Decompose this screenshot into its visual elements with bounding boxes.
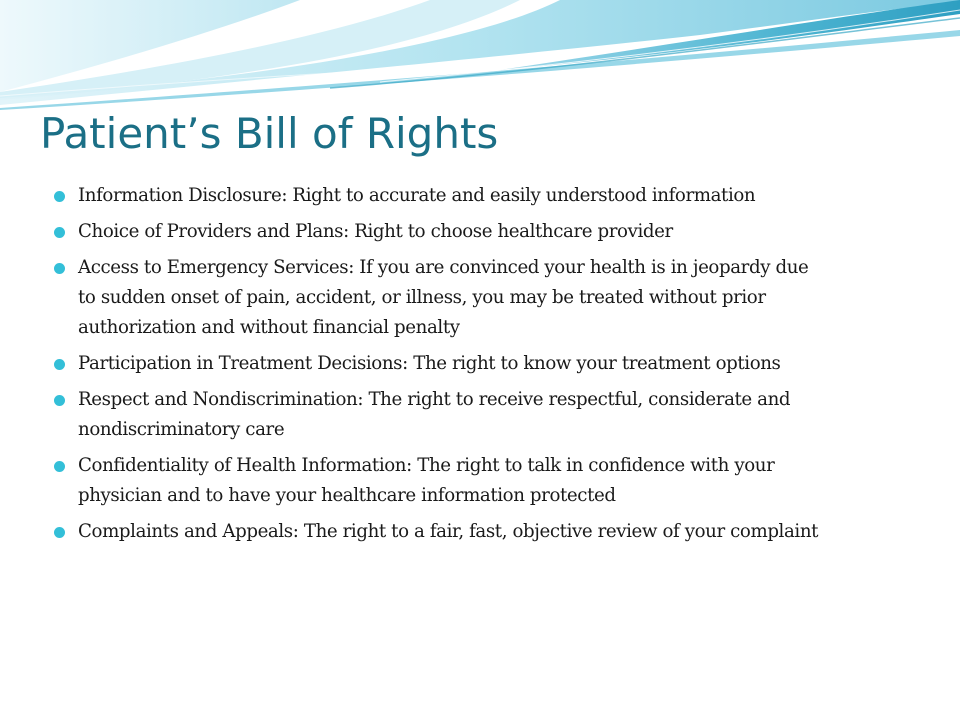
bullet-text: Information Disclosure: Right to accurate and easily understood information <box>78 185 756 206</box>
bullet-dot-icon <box>54 461 65 472</box>
bullet-dot-icon <box>54 359 65 370</box>
bullet-dot-icon <box>54 227 65 238</box>
bullet-item <box>54 349 824 379</box>
header-wave-decoration <box>0 0 960 110</box>
slide-title: Patient’s Bill of Rights <box>40 109 499 158</box>
bullet-item <box>54 217 824 247</box>
bullet-item <box>54 181 824 211</box>
bullet-dot-icon <box>54 191 65 202</box>
bullet-item <box>54 451 824 511</box>
bullet-text: Respect and Nondiscrimination: The right to receive respectful, considerate and nondiscriminatory care <box>78 389 791 440</box>
bullet-text: Access to Emergency Services: If you are convinced your health is in jeopardy due to sudden onset of pain, accident, or illness, you may be treated without prior authorization and without financial penalty <box>78 257 809 338</box>
bullet-item <box>54 517 824 547</box>
bullet-text: Confidentiality of Health Information: The right to talk in confidence with your physician and to have your healthcare information protected <box>78 455 775 506</box>
bullet-text: Choice of Providers and Plans: Right to choose healthcare provider <box>78 221 673 242</box>
bullet-text: Participation in Treatment Decisions: The right to know your treatment options <box>78 353 781 374</box>
bullet-dot-icon <box>54 527 65 538</box>
bullet-dot-icon <box>54 395 65 406</box>
bullet-dot-icon <box>54 263 65 274</box>
bullet-item <box>54 385 824 445</box>
bullet-list <box>54 181 824 553</box>
bullet-text: Complaints and Appeals: The right to a fair, fast, objective review of your complaint <box>78 521 819 542</box>
bullet-item <box>54 253 824 343</box>
